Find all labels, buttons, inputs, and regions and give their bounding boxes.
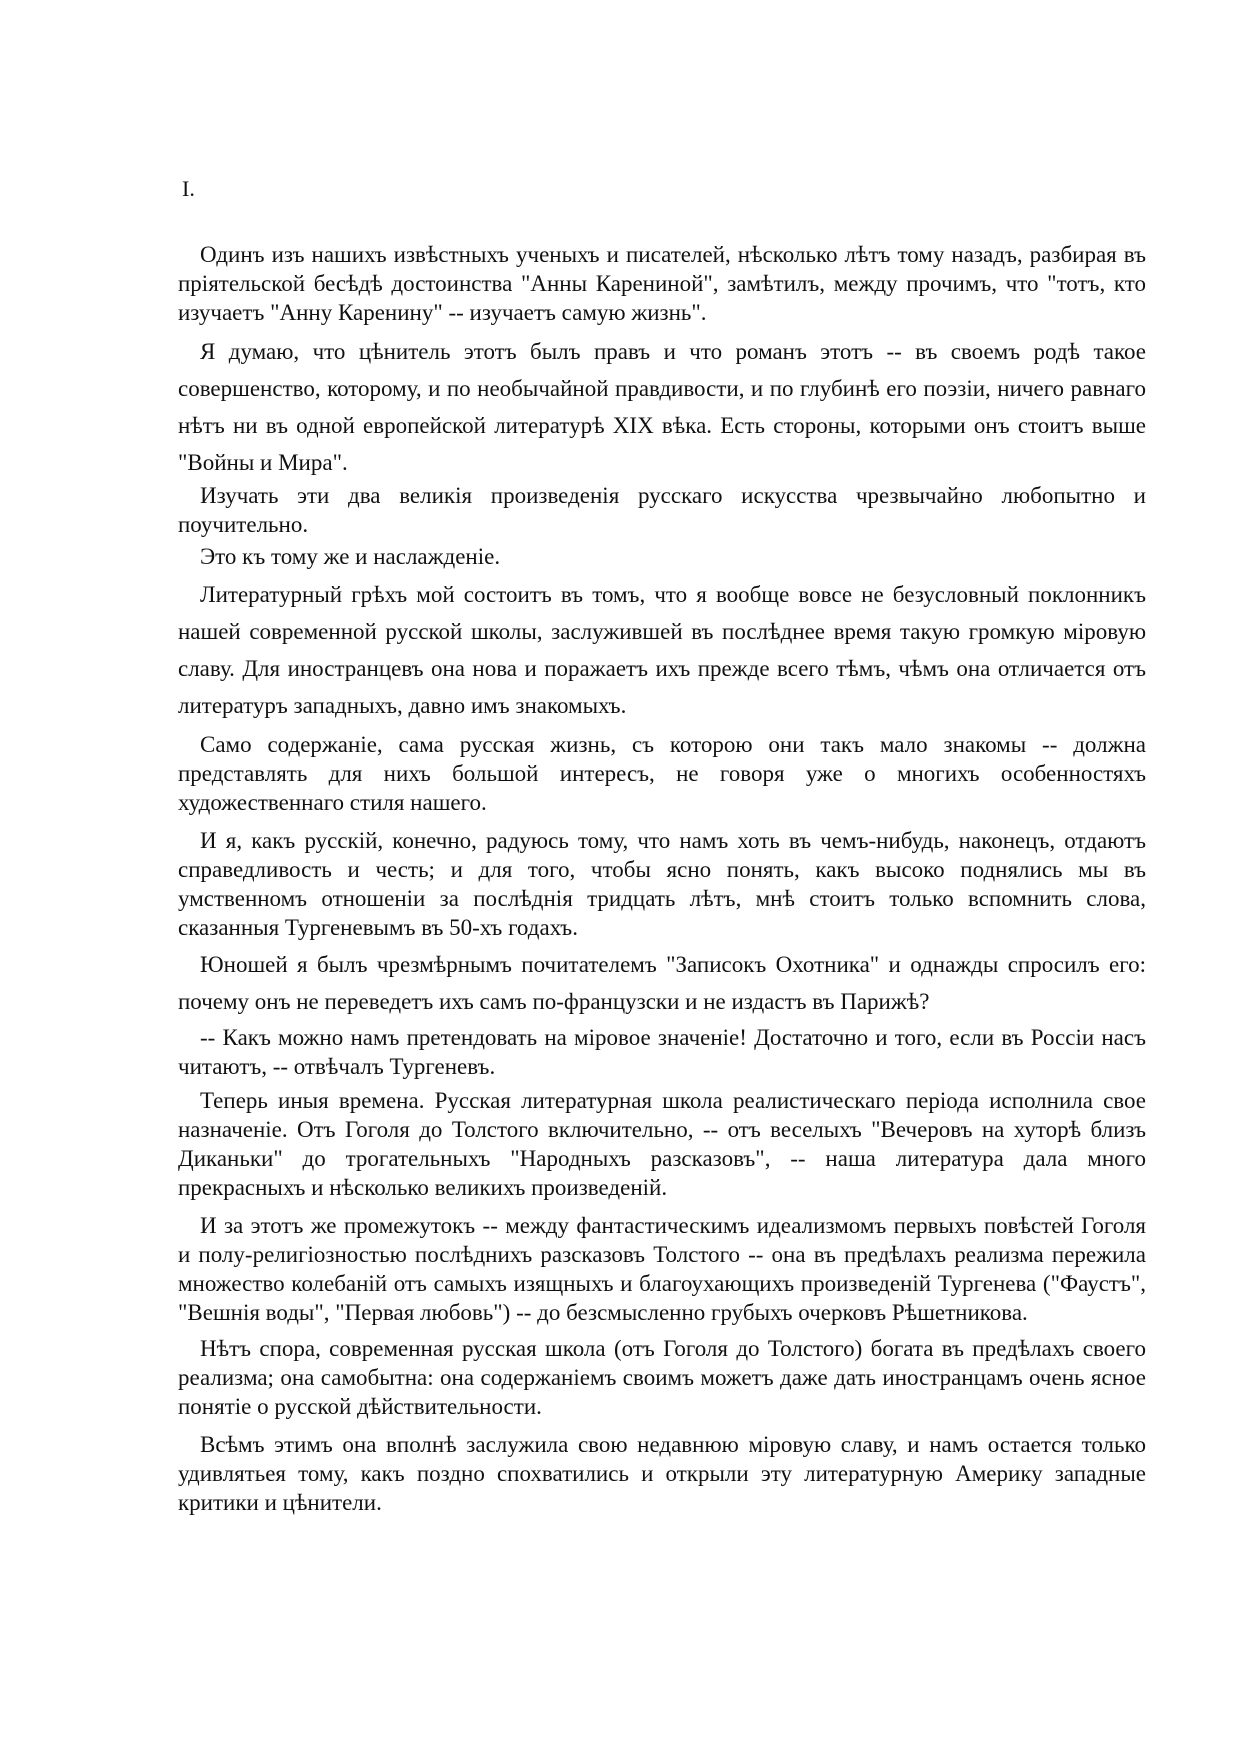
paragraph: Нѣтъ спора, современная русская школа (отъ Гоголя до Толстого) богата въ предѣлахъ своего реализма; она самобытна: она содержаніемъ своимъ можетъ даже дать иностранцамъ очень ясное понятіе о русской дѣйствительности. [178,1336,1146,1419]
paragraph: Я думаю, что цѣнитель этотъ былъ правъ и что романъ этотъ -- въ своемъ родѣ такое совершенство, которому, и по необычайной правдивости, и по глубинѣ его поэзіи, ничего равнаго нѣтъ ни въ одной европейской литературѣ XIX вѣка. Есть стороны, которыми онъ стоитъ выше "Войны и Мира". [178,339,1146,475]
paragraph: Юношей я былъ чрезмѣрнымъ почитателемъ "Записокъ Охотника" и однажды спросилъ его: почему онъ не переведетъ ихъ самъ по-французски и не издастъ въ Парижѣ? [178,952,1146,1014]
paragraph: -- Какъ можно намъ претендовать на міровое значеніе! Достаточно и того, если въ Россіи насъ читаютъ, -- отвѣчалъ Тургеневъ. [178,1025,1146,1079]
section-number: I. [182,176,195,201]
paragraph: Изучать эти два великія произведенія русскаго искусства чрезвычайно любопытно и поучительно. [178,483,1146,537]
paragraph: Литературный грѣхъ мой состоитъ въ томъ, что я вообще вовсе не безусловный поклонникъ нашей современной русской школы, заслужившей въ послѣднее время такую громкую міровую славу. Для иностранцевъ она нова и поражаетъ ихъ прежде всего тѣмъ, чѣмъ она отличается отъ литературъ западныхъ, давно имъ знакомыхъ. [178,582,1146,718]
paragraph: Это къ тому же и наслажденіе. [200,544,501,569]
paragraph: И я, какъ русскій, конечно, радуюсь тому, что намъ хоть въ чемъ-нибудь, наконецъ, отдаютъ справедливость и честь; и для того, чтобы ясно понять, какъ высоко поднялись мы въ умственномъ отношеніи за послѣднія тридцать лѣтъ, мнѣ стоитъ только вспомнить слова, сказанныя Тургеневымъ въ 50-хъ годахъ. [178,828,1146,940]
paragraph: Теперь иныя времена. Русская литературная школа реалистическаго періода исполнила свое назначеніе. Отъ Гоголя до Толстого включительно, -- отъ веселыхъ "Вечеровъ на хуторѣ близъ Диканьки" до трогательныхъ "Народныхъ разсказовъ", -- наша литература дала много прекрасныхъ и нѣсколько великихъ произведеній. [178,1088,1146,1200]
paragraph: Само содержаніе, сама русская жизнь, съ которою они такъ мало знакомы -- должна представлять для нихъ большой интересъ, не говоря уже о многихъ особенностяхъ художественнаго стиля нашего. [178,732,1146,815]
document-body [178,240,1146,1517]
paragraph: И за этотъ же промежутокъ -- между фантастическимъ идеализмомъ первыхъ повѣстей Гоголя и полу-религіозностью послѣднихъ разсказовъ Толстого -- она въ предѣлахъ реализма пережила множество колебаній отъ самыхъ изящныхъ и благоухающихъ произведеній Тургенева ("Фаустъ", "Вешнія воды", "Первая любовь") -- до безсмысленно грубыхъ очерковъ Рѣшетникова. [178,1213,1146,1325]
paragraph: Всѣмъ этимъ она вполнѣ заслужила свою недавнюю міровую славу, и намъ остается только удивлятьея тому, какъ поздно спохватились и открыли эту литературную Америку западные критики и цѣнители. [178,1432,1146,1515]
paragraph: Одинъ изъ нашихъ извѣстныхъ ученыхъ и писателей, нѣсколько лѣтъ тому назадъ, разбирая въ пріятельской бесѣдѣ достоинства "Анны Карениной", замѣтилъ, между прочимъ, что "тотъ, кто изучаетъ "Анну Каренину" -- изучаетъ самую жизнь". [178,242,1146,325]
